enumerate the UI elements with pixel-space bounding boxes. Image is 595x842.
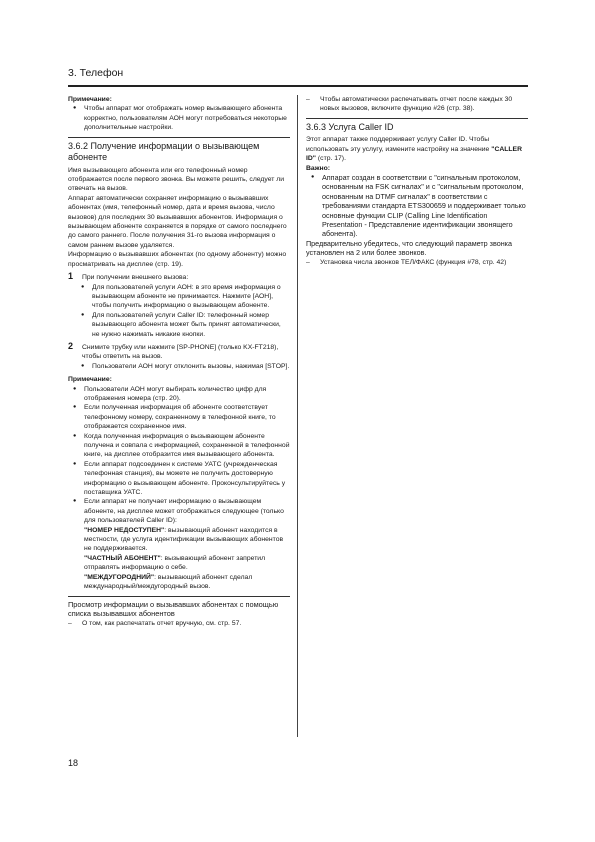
header-rule [68,85,528,87]
important-item: ● Аппарат создан в соответствии с "сигнальным протоколом, основанным на FSK сигналах" и с "сигнальным протоколом, основанным на DTMF сигналах" в соответствии с требованиями стандарта ETS300659 и поддерживает только основные функции CLIP (Calling Line Identification Presentation - Представление идентификации звонящего абонента). [306,173,528,239]
paragraph: Предварительно убедитесь, что следующий параметр звонка установлен на 2 или более звонков. [306,238,512,258]
right-column [306,95,528,267]
section-362-title: 3.6.2 Получение информации о вызывающем абоненте [68,140,260,163]
display-code: "МЕЖДУГОРОДНИЙ" [84,573,155,581]
note-item: ● Когда полученная информация о вызывающем абоненте получена и совпала с информацией, сохраненной в телефонной книге, на дисплее отобразится имя вызывающего абонента. [68,432,290,460]
step-1 [68,273,290,282]
important-label: Важно: [306,164,331,172]
note-item: ● Пользователи АОН могут выбирать количество цифр для отображения номера (стр. 20). [68,385,290,404]
note-label: Примечание: [68,96,112,103]
step-text: При получении внешнего вызова: [82,274,189,282]
step-item: ● Пользователи АОН могут отклонить вызовы, нажимая [STOP]. [76,362,290,371]
column-divider [297,95,298,737]
display-code: "ЧАСТНЫЙ АБОНЕНТ" [84,554,161,562]
paragraph: Информацию о вызывавших абонентах (по одному абоненту) можно просматривать на дисплее (стр. 19). [68,251,287,268]
dash-item: – Установка числа звонков ТЕЛ/ФАКС (функция #78, стр. 42) [306,258,528,267]
section-heading: 3. Телефон [68,67,124,79]
display-code: "НОМЕР НЕДОСТУПЕН" [84,526,165,534]
note-item: ● Если аппарат подсоединен к системе УАТС (учрежденческая телефонная станция), вы можете не получить достоверную информацию о вызывающем абоненте. Проконсультируйтесь у поставщика УАТС. [68,460,290,498]
paragraph-text: (стр. 17). [316,155,346,163]
display-text: : вызывающий абонент сделал международный/междугородный вызов. [84,573,253,591]
display-text: : вызывающий абонент находится в местности, где услуга идентификации вызывающих абонентов не поддерживается. [84,526,284,553]
note-item: ● Чтобы аппарат мог отображать номер вызывающего абонента корректно, пользователям АОН могут потребоваться некоторые дополнительные настройки. [68,104,290,132]
step-item: ● Для пользователей услуги Caller ID: телефонный номер вызывающего абонента может быть принят автоматически, не нужно нажимать никакие кнопки. [76,311,290,339]
display-text: : вызывающий абонент запретил отправлять информацию о себе. [84,554,266,572]
left-column [68,95,290,629]
display-code: "CALLER ID" [306,145,523,163]
display-message [68,526,290,554]
display-message [68,554,290,573]
paragraph: Аппарат автоматически сохраняет информацию о вызывавших абонентах (имя, телефонный номер, дата и время вызова, число вызовов) для последних 30 вызывавших абонентов. Информация о вызывающем абоненте сохраняется в порядке от самого последнего до самого раннего. После получения 31-го вызова информация о самом раннем вызове удаляется. [68,194,287,249]
section-363-title: 3.6.3 Услуга Caller ID [306,121,394,132]
note-item: ● Если аппарат не получает информацию о вызывающем абоненте, на дисплее может отображаться следующее (только для пользователей Caller ID): [68,497,290,525]
paragraph-text: Этот аппарат также поддерживает услугу Caller ID. Чтобы использовать эту услугу, измените настройку на значение [306,136,492,153]
dash-item: – Чтобы автоматически распечатывать отчет после каждых 30 новых вызовов, включите функцию #26 (стр. 38). [306,95,528,114]
step-number: 1 [68,271,74,282]
display-message [68,573,290,592]
paragraph [306,135,528,163]
view-title: Просмотр информации о вызывавших абонентах с помощью списка вызывавших абонентов [68,599,279,619]
section-rule [306,118,528,119]
step-2 [68,340,290,362]
note-label: Примечание: [68,376,112,384]
paragraph: Имя вызывающего абонента или его телефонный номер отображается после первого звонка. Вы можете решить, следует ли отвечать на вызов. [68,166,285,193]
note-item: ● Если полученная информация об абоненте соответствует телефонному номеру, сохраненному в телефонной книге, то отображается сохраненное имя. [68,403,290,431]
step-text: Снимите трубку или нажмите [SP-PHONE] (только KX-FT218), чтобы ответить на вызов. [82,343,279,361]
dash-item: – О том, как распечатать отчет вручную, см. стр. 57. [68,619,290,628]
section-rule [68,596,290,597]
step-number: 2 [68,340,74,351]
section-rule [68,137,290,138]
step-item: ● Для пользователей услуги АОН: в это время информация о вызывающем абоненте не принимается. Нажмите [АОН], чтобы получить информацию о вызывающем абоненте. [76,283,290,311]
page-number: 18 [68,758,79,768]
